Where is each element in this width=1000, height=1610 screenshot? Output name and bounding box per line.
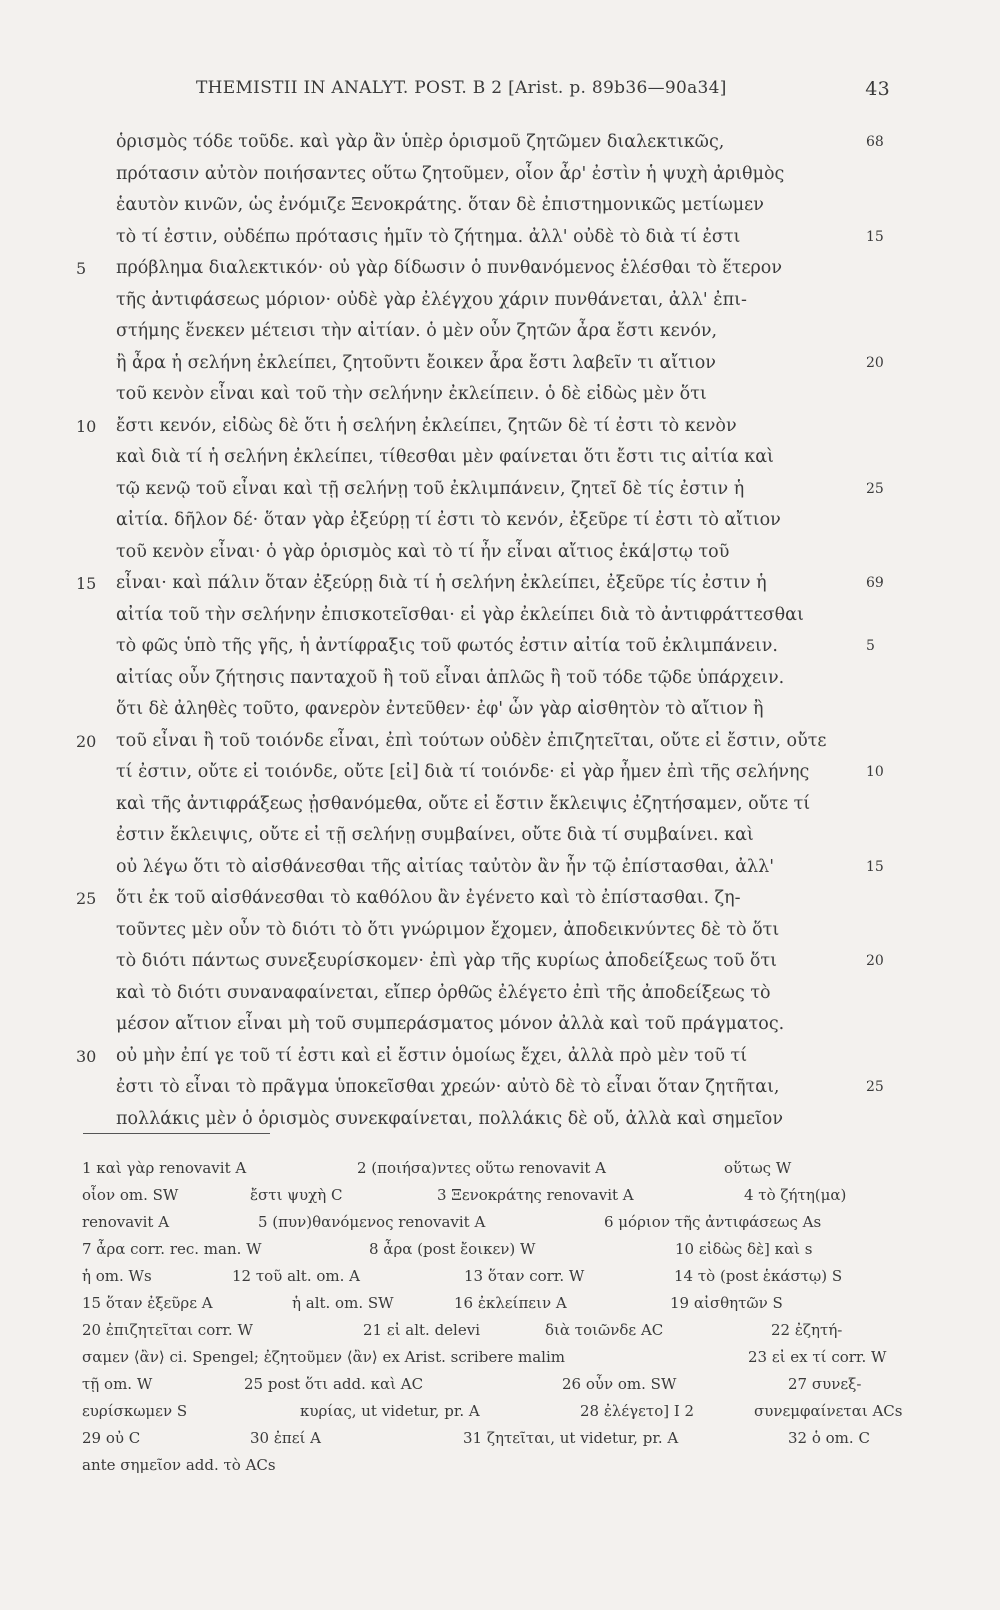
footnote-line [82, 1344, 902, 1371]
line-text: τὸ φῶς ὑπὸ τῆς γῆς, ἡ ἀντίφραξις τοῦ φωτός ἐστιν αἰτία τοῦ ἐκλιμπάνειν. [116, 636, 778, 656]
text-line [0, 474, 1000, 506]
footnote-line [82, 1317, 902, 1344]
text-line [0, 978, 1000, 1010]
footnote-entry: 12 τοῦ alt. om. A [232, 1267, 360, 1285]
footnote-entry: 8 ἆρα (post ἔοικεν) W [369, 1240, 536, 1258]
footnote-entry: 21 εἰ alt. delevi [363, 1321, 481, 1339]
line-number: 5 [76, 259, 87, 278]
footnote-entry: 14 τὸ (post ἑκάστῳ) S [674, 1267, 843, 1285]
footnote-line [82, 1263, 902, 1290]
footnote-entry: 20 ἐπιζητεῖται corr. W [82, 1321, 253, 1339]
running-title: THEMISTII IN ANALYT. POST. B 2 [Arist. p. 89b36—90a34] [196, 78, 727, 98]
margin-reference-number: 10 [866, 764, 884, 780]
footnote-entry: σαμεν ⟨ἂν⟩ ci. Spengel; ἐζητοῦμεν ⟨ἂν⟩ ex Arist. scribere malim [82, 1348, 565, 1366]
line-number: 20 [76, 731, 97, 751]
footnote-entry: 4 τὸ ζήτη(μα) [744, 1186, 847, 1204]
line-text: ἑαυτὸν κινῶν, ὡς ἐνόμιζε Ξενοκράτης. ὅταν δὲ ἐπιστημονικῶς μετίωμεν [116, 195, 764, 215]
text-line [0, 222, 1000, 254]
text-line [0, 285, 1000, 317]
footnote-entry: κυρίας, ut videtur, pr. A [300, 1402, 480, 1420]
footnote-entry: 13 ὅταν corr. W [464, 1267, 585, 1285]
footnote-entry: ἡ alt. om. SW [292, 1294, 394, 1312]
margin-reference-number: 20 [866, 953, 884, 969]
page-number: 43 [865, 78, 890, 100]
text-line [0, 852, 1000, 884]
line-text: ἐστι τὸ εἶναι τὸ πρᾶγμα ὑποκεῖσθαι χρεών· αὐτὸ δὲ τὸ εἶναι ὅταν ζητῆται, [116, 1077, 780, 1097]
text-line [0, 190, 1000, 222]
main-text [0, 127, 1000, 1135]
text-line [0, 600, 1000, 632]
footnote-entry: 29 οὐ C [82, 1429, 141, 1447]
footnote-entry: 16 ἐκλείπειν A [454, 1294, 567, 1312]
margin-reference-number: 5 [866, 638, 875, 654]
footnote-entry: 27 συνεξ- [788, 1375, 862, 1393]
footnote-line [82, 1290, 902, 1317]
text-line [0, 442, 1000, 474]
footnote-line [82, 1452, 902, 1479]
line-text: ἐστιν ἔκλειψις, οὔτε εἰ τῇ σελήνῃ συμβαίνει, οὔτε διὰ τί συμβαίνει. καὶ [116, 825, 754, 845]
text-line [0, 127, 1000, 159]
line-text: αἰτίας οὖν ζήτησις πανταχοῦ ἢ τοῦ εἶναι ἁπλῶς ἢ τοῦ τόδε τῷδε ὑπάρχειν. [116, 667, 785, 688]
line-text: αἰτία. δῆλον δέ· ὅταν γὰρ ἐξεύρῃ τί ἐστι τὸ κενόν, ἐξεῦρε τί ἐστι τὸ αἴτιον [116, 510, 781, 530]
line-number: 10 [76, 416, 97, 436]
footnote-entry: 2 (ποιήσα)ντες οὕτω renovavit A [357, 1159, 607, 1177]
text-line [0, 946, 1000, 978]
line-text: τί ἐστιν, οὔτε εἰ τοιόνδε, οὔτε [εἰ] διὰ τί τοιόνδε· εἰ γὰρ ἦμεν ἐπὶ τῆς σελήνης [116, 762, 810, 782]
footnote-entry: 28 ἐλέγετο] I 2 [580, 1402, 695, 1420]
footnote-entry: 23 εἰ ex τί corr. W [748, 1348, 887, 1366]
footnote-entry: 32 ὁ om. C [788, 1429, 870, 1447]
line-text: τῆς ἀντιφάσεως μόριον· οὐδὲ γὰρ ἐλέγχου χάριν πυνθάνεται, ἀλλ' ἐπι- [116, 289, 747, 310]
footnote-rule [83, 1133, 270, 1134]
line-text: τὸ διότι πάντως συνεξευρίσκομεν· ἐπὶ γὰρ τῆς κυρίως ἀποδείξεως τοῦ ὅτι [116, 951, 777, 971]
text-line [0, 883, 1000, 915]
footnote-entry: 15 ὅταν ἐξεῦρε A [82, 1294, 213, 1312]
text-line [0, 820, 1000, 852]
line-text: πρότασιν αὐτὸν ποιήσαντες οὕτω ζητοῦμεν, οἷον ἆρ' ἐστὶν ἡ ψυχὴ ἀριθμὸς [116, 163, 785, 184]
text-line [0, 663, 1000, 695]
footnote-line [82, 1209, 902, 1236]
margin-reference-number: 15 [866, 858, 884, 875]
margin-reference-number: 15 [866, 228, 884, 245]
line-text: ἢ ἆρα ἡ σελήνη ἐκλείπει, ζητοῦντι ἔοικεν ἆρα ἔστι λαβεῖν τι αἴτιον [116, 352, 716, 373]
footnote-line [82, 1425, 902, 1452]
running-header [110, 78, 890, 102]
footnote-entry: 22 ἐζητή- [771, 1321, 843, 1339]
line-text: πρόβλημα διαλεκτικόν· οὐ γὰρ δίδωσιν ὁ πυνθανόμενος ἑλέσθαι τὸ ἕτερον [116, 258, 782, 278]
footnote-entry: 1 καὶ γὰρ renovavit A [82, 1159, 247, 1177]
text-line [0, 537, 1000, 569]
footnote-entry: 19 αἰσθητῶν S [670, 1294, 783, 1312]
line-text: ἔστι κενόν, εἰδὼς δὲ ὅτι ἡ σελήνη ἐκλείπει, ζητῶν δὲ τί ἐστι τὸ κενὸν [116, 415, 737, 436]
footnote-line [82, 1398, 902, 1425]
line-text: οὐ μὴν ἐπί γε τοῦ τί ἐστι καὶ εἰ ἔστιν ὁμοίως ἔχει, ἀλλὰ πρὸ μὲν τοῦ τί [116, 1045, 748, 1066]
line-number: 15 [76, 574, 97, 593]
footnote-entry: ante σημεῖον add. τὸ ACs [82, 1456, 276, 1474]
critical-apparatus [82, 1155, 902, 1479]
margin-reference-number: 20 [866, 354, 884, 371]
margin-reference-number: 25 [866, 1079, 884, 1095]
footnote-entry: ἔστι ψυχὴ C [250, 1186, 343, 1204]
line-text: καὶ τὸ διότι συναναφαίνεται, εἴπερ ὀρθῶς ἐλέγετο ἐπὶ τῆς ἀποδείξεως τὸ [116, 982, 771, 1003]
footnote-entry: 30 ἐπεί A [250, 1429, 322, 1447]
margin-reference-number: 68 [866, 134, 884, 150]
margin-reference-number: 69 [866, 575, 884, 591]
footnote-entry: οἷον om. SW [82, 1186, 179, 1204]
footnote-entry: τῇ om. W [82, 1375, 153, 1393]
margin-reference-number: 25 [866, 480, 884, 497]
line-text: αἰτία τοῦ τὴν σελήνην ἐπισκοτεῖσθαι· εἰ γὰρ ἐκλείπει διὰ τὸ ἀντιφράττεσθαι [116, 604, 804, 625]
line-text: τοῦ κενὸν εἶναι καὶ τοῦ τὴν σελήνην ἐκλείπειν. ὁ δὲ εἰδὼς μὲν ὅτι [116, 384, 707, 404]
footnote-entry: 5 (πυν)θανόμενος renovavit A [258, 1213, 486, 1231]
text-line [0, 1104, 1000, 1136]
text-line [0, 631, 1000, 663]
line-text: τὸ τί ἐστιν, οὐδέπω πρότασις ἡμῖν τὸ ζήτημα. ἀλλ' οὐδὲ τὸ διὰ τί ἐστι [116, 226, 741, 247]
line-text: τοῦ εἶναι ἢ τοῦ τοιόνδε εἶναι, ἐπὶ τούτων οὐδὲν ἐπιζητεῖται, οὔτε εἰ ἔστιν, οὔτε [116, 730, 827, 751]
footnote-line [82, 1182, 902, 1209]
line-text: μέσον αἴτιον εἶναι μὴ τοῦ συμπεράσματος μόνον ἀλλὰ καὶ τοῦ πράγματος. [116, 1014, 785, 1034]
text-line [0, 1041, 1000, 1073]
line-text: τοῦ κενὸν εἶναι· ὁ γὰρ ὁρισμὸς καὶ τὸ τί ἦν εἶναι αἴτιος ἑκά|στῳ τοῦ [116, 541, 730, 562]
text-line [0, 568, 1000, 600]
footnote-entry: 31 ζητεῖται, ut videtur, pr. A [463, 1429, 679, 1447]
footnote-entry: ευρίσκωμεν S [82, 1402, 188, 1420]
footnote-entry: οὕτως W [724, 1159, 792, 1177]
footnote-line [82, 1155, 902, 1182]
line-text: εἶναι· καὶ πάλιν ὅταν ἐξεύρῃ διὰ τί ἡ σελήνη ἐκλείπει, ἐξεῦρε τίς ἐστιν ἡ [116, 573, 767, 593]
line-text: τῷ κενῷ τοῦ εἶναι καὶ τῇ σελήνῃ τοῦ ἐκλιμπάνειν, ζητεῖ δὲ τίς ἐστιν ἡ [116, 478, 745, 499]
text-line [0, 1072, 1000, 1104]
footnote-entry: 10 εἰδὼς δὲ] καὶ s [675, 1240, 813, 1258]
text-line [0, 379, 1000, 411]
line-text: οὐ λέγω ὅτι τὸ αἰσθάνεσθαι τῆς αἰτίας ταὐτὸν ἂν ἦν τῷ ἐπίστασθαι, ἀλλ' [116, 856, 775, 877]
text-line [0, 253, 1000, 285]
text-line [0, 726, 1000, 758]
text-line [0, 757, 1000, 789]
line-text: στήμης ἕνεκεν μέτεισι τὴν αἰτίαν. ὁ μὲν οὖν ζητῶν ἆρα ἔστι κενόν, [116, 321, 718, 341]
footnote-entry: 6 μόριον τῆς ἀντιφάσεως As [604, 1213, 822, 1231]
footnote-entry: διὰ τοιῶνδε AC [545, 1321, 664, 1339]
footnote-entry: συνεμφαίνεται ACs [754, 1402, 903, 1420]
line-number: 30 [76, 1046, 97, 1066]
footnote-entry: 25 post ὅτι add. καὶ AC [244, 1375, 424, 1393]
text-line [0, 316, 1000, 348]
text-line [0, 789, 1000, 821]
footnote-entry: renovavit A [82, 1213, 170, 1231]
text-line [0, 1009, 1000, 1041]
line-number: 25 [76, 889, 97, 908]
footnote-line [82, 1371, 902, 1398]
footnote-entry: 26 οὖν om. SW [562, 1375, 677, 1393]
footnote-entry: ἡ om. Ws [82, 1267, 152, 1285]
text-line [0, 915, 1000, 947]
footnote-line [82, 1236, 902, 1263]
line-text: καὶ διὰ τί ἡ σελήνη ἐκλείπει, τίθεσθαι μὲν φαίνεται ὅτι ἔστι τις αἰτία καὶ [116, 447, 774, 467]
text-line [0, 159, 1000, 191]
line-text: ὅτι δὲ ἀληθὲς τοῦτο, φανερὸν ἐντεῦθεν· ἐφ' ὧν γὰρ αἰσθητὸν τὸ αἴτιον ἢ [116, 699, 764, 719]
footnote-entry: 7 ἆρα corr. rec. man. W [82, 1240, 262, 1258]
text-line [0, 505, 1000, 537]
text-line [0, 694, 1000, 726]
line-text: ὁρισμὸς τόδε τοῦδε. καὶ γὰρ ἂν ὑπὲρ ὁρισμοῦ ζητῶμεν διαλεκτικῶς, [116, 132, 725, 152]
text-line [0, 411, 1000, 443]
line-text: καὶ τῆς ἀντιφράξεως ᾐσθανόμεθα, οὔτε εἰ ἔστιν ἔκλειψις ἐζητήσαμεν, οὔτε τί [116, 793, 811, 814]
line-text: πολλάκις μὲν ὁ ὁρισμὸς συνεκφαίνεται, πολλάκις δὲ οὔ, ἀλλὰ καὶ σημεῖον [116, 1108, 783, 1129]
text-line [0, 348, 1000, 380]
line-text: ὅτι ἐκ τοῦ αἰσθάνεσθαι τὸ καθόλου ἂν ἐγένετο καὶ τὸ ἐπίστασθαι. ζη- [116, 888, 741, 908]
footnote-entry: 3 Ξενοκράτης renovavit A [437, 1186, 634, 1204]
line-text: τοῦντες μὲν οὖν τὸ διότι τὸ ὅτι γνώριμον ἔχομεν, ἀποδεικνύντες δὲ τὸ ὅτι [116, 919, 780, 940]
